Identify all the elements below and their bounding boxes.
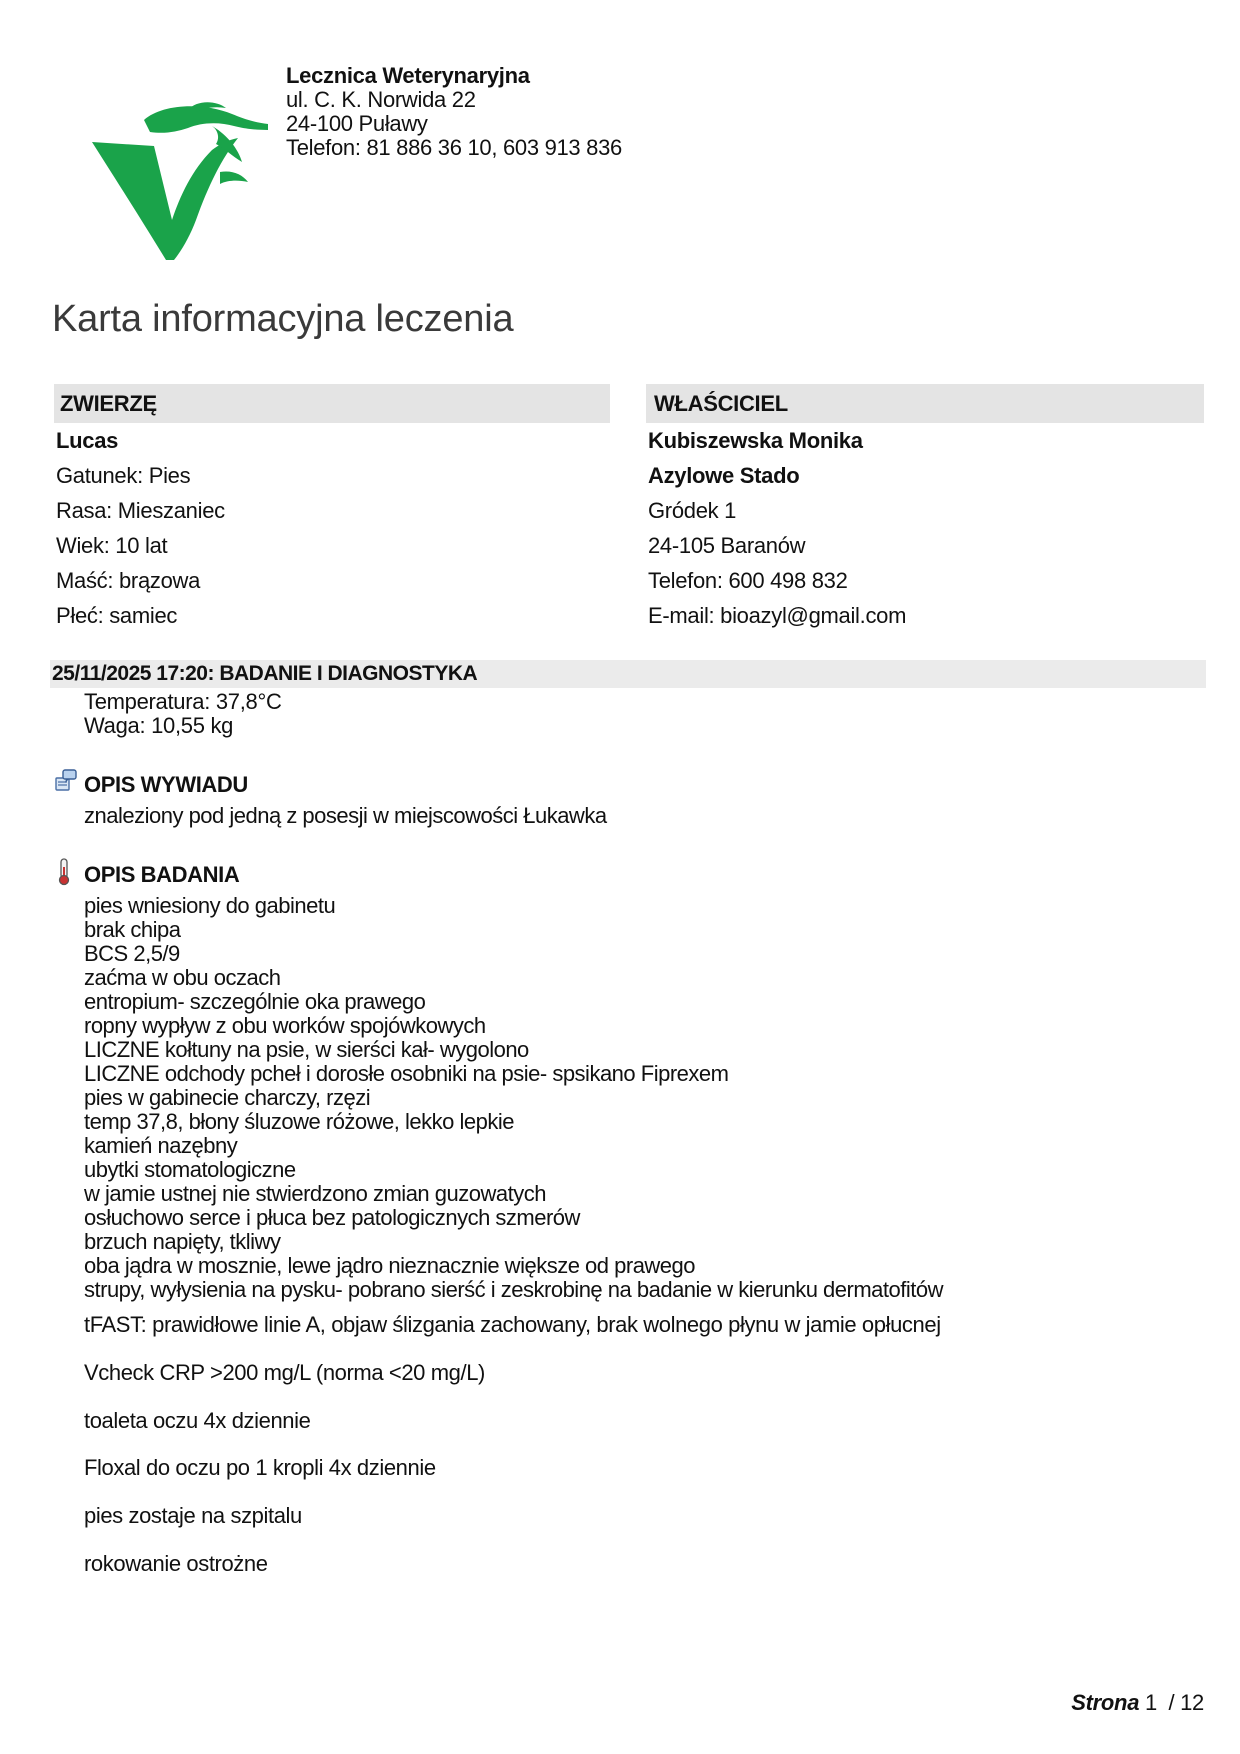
clinic-info — [286, 64, 622, 160]
page-title: Karta informacyjna leczenia — [52, 298, 514, 340]
clinic-city: 24-100 Puławy — [286, 111, 428, 136]
exam-note-hospital: pies zostaje na szpitalu — [84, 1503, 302, 1528]
exam-line: strupy, wyłysienia na pysku- pobrano sierść i zeskrobinę na badanie w kierunku dermatofitów — [84, 1277, 943, 1302]
exam-line: brzuch napięty, tkliwy — [84, 1229, 281, 1254]
exam-line: brak chipa — [84, 917, 181, 942]
clinic-name: Lecznica Weterynaryjna — [286, 63, 530, 88]
owner-address-line1: Gródek 1 — [648, 498, 737, 523]
animal-section-header: ZWIERZĘ — [54, 384, 610, 423]
exam-line: kamień nazębny — [84, 1133, 238, 1158]
visit-header: 25/11/2025 17:20: BADANIE I DIAGNOSTYKA — [50, 660, 1206, 688]
exam-line: entropium- szczególnie oka prawego — [84, 989, 426, 1014]
exam-line: ropny wypływ z obu worków spojówkowych — [84, 1013, 486, 1038]
animal-color: Maść: brązowa — [56, 568, 201, 593]
clinic-phone: Telefon: 81 886 36 10, 603 913 836 — [286, 135, 622, 160]
exam-line: LICZNE odchody pcheł i dorosłe osobniki na psie- spsikano Fiprexem — [84, 1061, 729, 1086]
animal-details — [56, 423, 225, 633]
exam-line: zaćma w obu oczach — [84, 965, 281, 990]
exam-line: BCS 2,5/9 — [84, 941, 180, 966]
page-label: Strona — [1071, 1690, 1140, 1715]
exam-line: pies w gabinecie charczy, rzęzi — [84, 1085, 371, 1110]
exam-line: osłuchowo serce i płuca bez patologicznych szmerów — [84, 1205, 580, 1230]
interview-icon — [54, 768, 78, 792]
page-current: 1 — [1144, 1690, 1157, 1715]
page-number — [1071, 1690, 1204, 1716]
exam-note-eye-care: toaleta oczu 4x dziennie — [84, 1408, 311, 1433]
animal-breed: Rasa: Mieszaniec — [56, 498, 225, 523]
exam-note-tfast: tFAST: prawidłowe linie A, objaw ślizgania zachowany, brak wolnego płynu w jamie opłucnej — [84, 1312, 941, 1337]
owner-address-line2: 24-105 Baranów — [648, 533, 806, 558]
temperature: Temperatura: 37,8°C — [84, 689, 282, 714]
weight: Waga: 10,55 kg — [84, 713, 234, 738]
clinic-street: ul. C. K. Norwida 22 — [286, 87, 476, 112]
animal-age: Wiek: 10 lat — [56, 533, 168, 558]
owner-email: E-mail: bioazyl@gmail.com — [648, 603, 907, 628]
animal-sex: Płeć: samiec — [56, 603, 178, 628]
exam-note-prognosis: rokowanie ostrożne — [84, 1551, 268, 1576]
animal-name: Lucas — [56, 428, 119, 453]
clinic-logo — [92, 100, 270, 260]
owner-details — [648, 423, 906, 633]
exam-line: ubytki stomatologiczne — [84, 1157, 296, 1182]
page-total: / 12 — [1168, 1690, 1204, 1715]
owner-phone: Telefon: 600 498 832 — [648, 568, 848, 593]
vitals — [84, 690, 282, 738]
exam-line: w jamie ustnej nie stwierdzono zmian guzowatych — [84, 1181, 546, 1206]
owner-name: Kubiszewska Monika — [648, 428, 863, 453]
history-title: OPIS WYWIADU — [84, 772, 248, 797]
exam-line: temp 37,8, błony śluzowe różowe, lekko lepkie — [84, 1109, 514, 1134]
exam-note-floxal: Floxal do oczu po 1 kropli 4x dziennie — [84, 1455, 436, 1480]
owner-organization: Azylowe Stado — [648, 463, 800, 488]
exam-findings — [84, 894, 943, 1302]
exam-line: oba jądra w mosznie, lewe jądro nieznacznie większe od prawego — [84, 1253, 696, 1278]
exam-line: pies wniesiony do gabinetu — [84, 893, 336, 918]
owner-section-header: WŁAŚCICIEL — [646, 384, 1204, 423]
thermometer-icon — [56, 858, 72, 886]
history-text: znaleziony pod jedną z posesji w miejscowości Łukawka — [84, 803, 607, 828]
exam-line: LICZNE kołtuny na psie, w sierści kał- wygolono — [84, 1037, 529, 1062]
exam-note-crp: Vcheck CRP >200 mg/L (norma <20 mg/L) — [84, 1360, 485, 1385]
exam-title: OPIS BADANIA — [84, 862, 240, 887]
animal-species: Gatunek: Pies — [56, 463, 191, 488]
